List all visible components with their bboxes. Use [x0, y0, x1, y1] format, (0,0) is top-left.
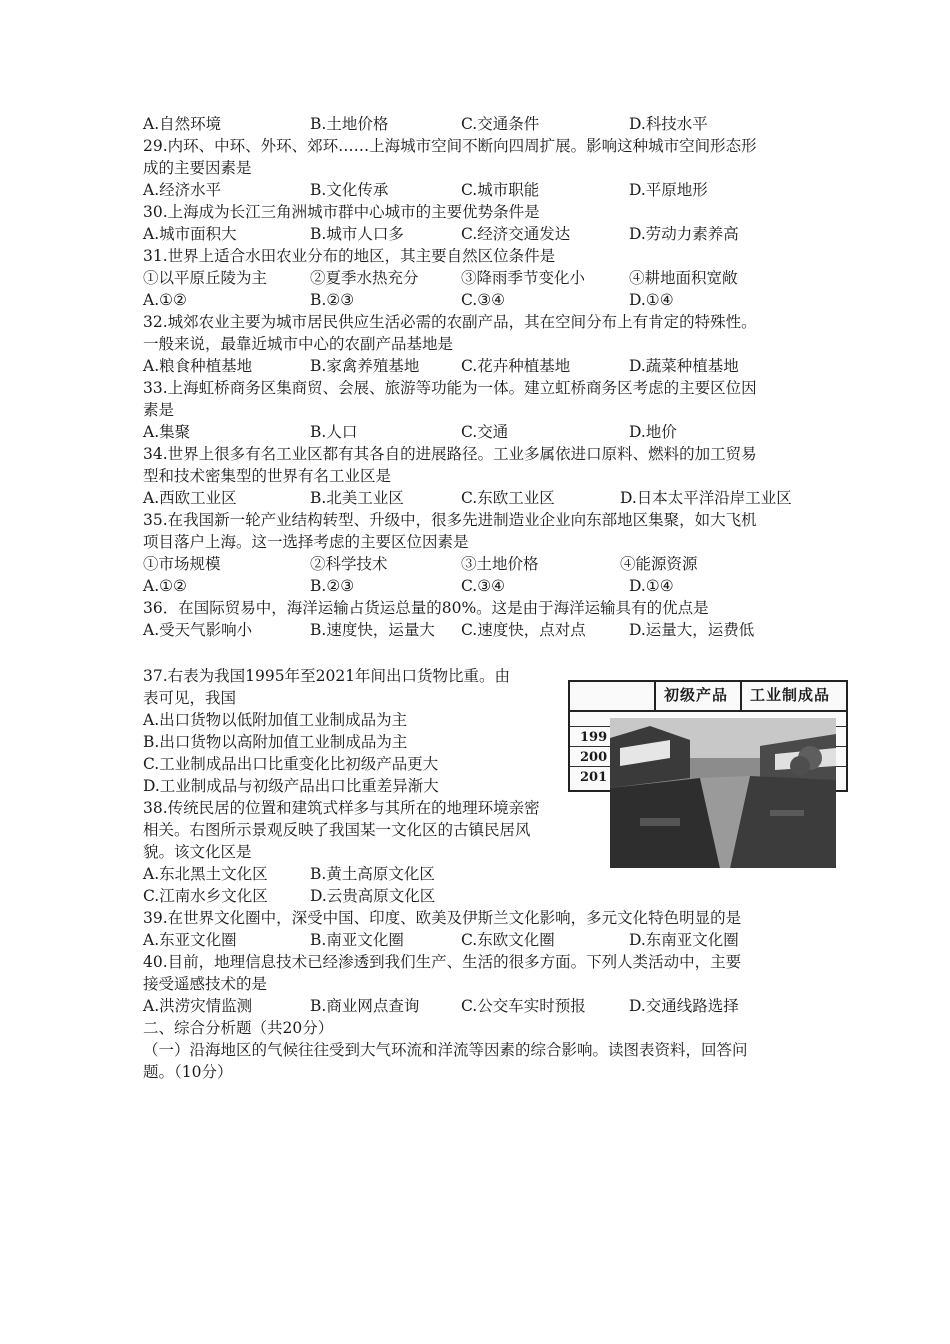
option-d: D.科技水平: [629, 115, 708, 133]
q40-stem-cont: 接受遥感技术的是: [143, 975, 268, 993]
option-c: C.速度快，点对点: [461, 621, 586, 639]
section-2-part1-stem: （一）沿海地区的气候往往受到大气环流和洋流等因素的综合影响。读图表资料，回答问: [143, 1041, 748, 1059]
option-a: A.东北黑土文化区: [143, 865, 268, 883]
q31-options: [143, 289, 823, 311]
option-b: B.②③: [310, 291, 355, 309]
option-a: A.经济水平: [143, 181, 222, 199]
option-a: A.①②: [143, 577, 187, 595]
option-d: D.东南亚文化圈: [629, 931, 739, 949]
q33-options: [143, 421, 823, 443]
water-town-photo: [610, 718, 836, 868]
q33-stem-cont: 素是: [143, 401, 175, 419]
q39-stem: 39.在世界文化圈中，深受中国、印度、欧美及伊斯兰文化影响，多元文化特色明显的是: [143, 909, 742, 927]
option-d: D.平原地形: [629, 181, 708, 199]
item-1: ①市场规模: [143, 555, 221, 573]
q32-stem-cont: 一般来说，最靠近城市中心的农副产品基地是: [143, 335, 454, 353]
item-1: ①以平原丘陵为主: [143, 269, 268, 287]
option-d: D.地价: [629, 423, 677, 441]
option-b: B.文化传承: [310, 181, 389, 199]
q33-stem: 33.上海虹桥商务区集商贸、会展、旅游等功能为一体。建立虹桥商务区考虑的主要区位因: [143, 379, 757, 397]
item-2: ②科学技术: [310, 555, 388, 573]
q36-stem: 36．在国际贸易中，海洋运输占货运总量的80%。这是由于海洋运输具有的优点是: [143, 599, 709, 617]
option-d: D.①④: [629, 577, 674, 595]
q35-stem: 35.在我国新一轮产业结构转型、升级中，很多先进制造业企业向东部地区集聚，如大飞机: [143, 511, 757, 529]
q35-options: [143, 575, 823, 597]
option-a: A.粮食种植基地: [143, 357, 253, 375]
q40-options: [143, 995, 823, 1017]
divider: [740, 682, 742, 710]
q34-stem-cont: 型和技术密集型的世界有名工业区是: [143, 467, 392, 485]
spacer: [143, 641, 823, 665]
option-a: A.西欧工业区: [143, 489, 237, 507]
option-a: A.城市面积大: [143, 225, 237, 243]
q37-option-d: D.工业制成品与初级产品出口比重差异渐大: [143, 777, 439, 795]
option-a: A.①②: [143, 291, 187, 309]
option-c: C.交通: [461, 423, 509, 441]
section-2-part1-stem-cont: 题。（10分）: [143, 1063, 233, 1081]
header-manufactured-goods: 工业制成品: [750, 686, 831, 704]
option-c: C.东欧文化圈: [461, 931, 555, 949]
q30-options: [143, 223, 823, 245]
q29-stem: 29.内环、中环、外环、郊环……上海城市空间不断向四周扩展。影响这种城市空间形态形: [143, 137, 757, 155]
q34-stem: 34.世界上很多有名工业区都有其各自的进展路径。工业多属依进口原料、燃料的加工贸易: [143, 445, 757, 463]
item-2: ②夏季水热充分: [310, 269, 419, 287]
q38-options-row2: [143, 885, 823, 907]
option-b: B.南亚文化圈: [310, 931, 404, 949]
option-c: C.交通条件: [461, 115, 540, 133]
q32-stem: 32.城郊农业主要为城市居民供应生活必需的农副产品，其在空间分布上有肯定的特殊性。: [143, 313, 757, 331]
option-b: B.②③: [310, 577, 355, 595]
q38-stem: 38.传统民居的位置和建筑式样多与其所在的地理环境亲密: [143, 799, 540, 817]
option-c: C.东欧工业区: [461, 489, 555, 507]
option-a: A.东亚文化圈: [143, 931, 237, 949]
q31-stem: 31.世界上适合水田农业分布的地区，其主要自然区位条件是: [143, 247, 556, 265]
q32-options: [143, 355, 823, 377]
header-primary-products: 初级产品: [664, 686, 729, 704]
item-3: ③降雨季节变化小: [461, 269, 586, 287]
option-b: B.家禽养殖基地: [310, 357, 420, 375]
water-town-scene: [610, 718, 836, 868]
option-d: D.运量大，运费低: [629, 621, 755, 639]
option-b: B.城市人口多: [310, 225, 404, 243]
q38-stem-cont2: 貌。该文化区是: [143, 843, 252, 861]
option-b: B.速度快，运量大: [310, 621, 435, 639]
option-c: C.经济交通发达: [461, 225, 571, 243]
q36-options: [143, 619, 823, 641]
option-d: D.蔬菜种植基地: [629, 357, 739, 375]
option-d: D.①④: [629, 291, 674, 309]
row-label-year: 199: [580, 730, 608, 745]
option-a: A.集聚: [143, 423, 191, 441]
q29-options: [143, 179, 823, 201]
item-4: ④耕地面积宽敞: [629, 269, 738, 287]
q37-option-a: A.出口货物以低附加值工业制成品为主: [143, 711, 408, 729]
q28-options: [143, 113, 823, 135]
item-3: ③土地价格: [461, 555, 539, 573]
table-header: [570, 682, 846, 712]
q38-stem-cont: 相关。右图所示景观反映了我国某一文化区的古镇民居风: [143, 821, 531, 839]
q31-items: [143, 267, 823, 289]
option-c: C.江南水乡文化区: [143, 887, 268, 905]
q37-stem-cont: 表可见，我国: [143, 689, 237, 707]
option-c: C.公交车实时预报: [461, 997, 586, 1015]
q37-option-c: C.工业制成品出口比重变化比初级产品更大: [143, 755, 439, 773]
option-b: B.北美工业区: [310, 489, 404, 507]
option-b: B.黄土高原文化区: [310, 865, 435, 883]
q35-items: [143, 553, 823, 575]
q37-q38-figure: [568, 680, 848, 868]
exam-page: [143, 113, 823, 1083]
q37-option-b: B.出口货物以高附加值工业制成品为主: [143, 733, 408, 751]
q39-options: [143, 929, 823, 951]
option-a: A.洪涝灾情监测: [143, 997, 253, 1015]
option-a: A.受天气影响小: [143, 621, 253, 639]
option-b: B.商业网点查询: [310, 997, 420, 1015]
item-4: ④能源资源: [620, 555, 698, 573]
row-label-year: 201: [580, 770, 608, 785]
option-a: A.自然环境: [143, 115, 222, 133]
option-d: D.劳动力素养高: [629, 225, 739, 243]
option-c: C.城市职能: [461, 181, 540, 199]
option-d: D.交通线路选择: [629, 997, 739, 1015]
option-b: B.土地价格: [310, 115, 389, 133]
option-c: C.③④: [461, 291, 506, 309]
option-c: C.③④: [461, 577, 506, 595]
option-d: D.云贵高原文化区: [310, 887, 436, 905]
q29-stem-cont: 成的主要因素是: [143, 159, 252, 177]
divider: [654, 682, 656, 710]
option-b: B.人口: [310, 423, 358, 441]
q34-options: [143, 487, 823, 509]
option-c: C.花卉种植基地: [461, 357, 571, 375]
row-label-year: 200: [580, 750, 608, 765]
option-d: D.日本太平洋沿岸工业区: [620, 489, 792, 507]
q37-stem: 37.右表为我国1995年至2021年间出口货物比重。由: [143, 667, 511, 685]
q30-stem: 30.上海成为长江三角洲城市群中心城市的主要优势条件是: [143, 203, 540, 221]
section-2-title: 二、综合分析题（共20分）: [143, 1019, 334, 1037]
q35-stem-cont: 项目落户上海。这一选择考虑的主要区位因素是: [143, 533, 469, 551]
q40-stem: 40.目前，地理信息技术已经渗透到我们生产、生活的很多方面。下列人类活动中，主要: [143, 953, 742, 971]
